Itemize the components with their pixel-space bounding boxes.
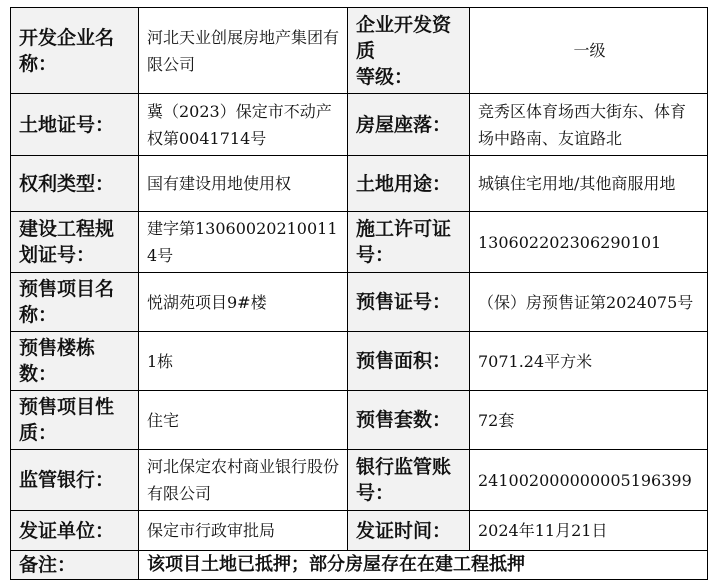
table-row	[11, 94, 708, 156]
presale-project-type-label: 预售项目性质：	[11, 391, 139, 450]
presale-project-type-value: 住宅	[139, 391, 348, 450]
developer-name-value: 河北天业创展房地产集团有限公司	[139, 8, 348, 94]
presale-building-count-label: 预售楼栋数：	[11, 332, 139, 391]
issuing-authority-value: 保定市行政审批局	[139, 511, 348, 551]
presale-unit-count-label: 预售套数：	[348, 391, 470, 450]
land-certificate-value: 冀（2023）保定市不动产权第0041714号	[139, 94, 348, 156]
presale-unit-count-value: 72套	[470, 391, 708, 450]
planning-permit-label: 建设工程规划证号：	[11, 212, 139, 273]
table-row	[11, 212, 708, 273]
supervising-bank-label: 监管银行：	[11, 450, 139, 511]
table-row	[11, 8, 708, 94]
table-row	[11, 332, 708, 391]
bank-account-value: 241002000000005196399	[470, 450, 708, 511]
planning-permit-value: 建字第130600202100114号	[139, 212, 348, 273]
right-type-label: 权利类型：	[11, 156, 139, 212]
table-row	[11, 450, 708, 511]
table-row	[11, 391, 708, 450]
table-row	[11, 511, 708, 551]
issue-date-value: 2024年11月21日	[470, 511, 708, 551]
issue-date-label: 发证时间：	[348, 511, 470, 551]
building-location-value: 竞秀区体育场西大街东、体育场中路南、友谊路北	[470, 94, 708, 156]
presale-area-value: 7071.24平方米	[470, 332, 708, 391]
developer-name-label: 开发企业名称：	[11, 8, 139, 94]
land-use-value: 城镇住宅用地/其他商服用地	[470, 156, 708, 212]
construction-permit-label: 施工许可证号：	[348, 212, 470, 273]
building-location-label: 房屋座落：	[348, 94, 470, 156]
presale-project-name-label: 预售项目名称：	[11, 273, 139, 332]
remarks-value: 该项目土地已抵押；部分房屋存在在建工程抵押	[139, 551, 708, 580]
table-row	[11, 156, 708, 212]
table-row	[11, 551, 708, 580]
bank-account-label: 银行监管账号：	[348, 450, 470, 511]
construction-permit-value: 130602202306290101	[470, 212, 708, 273]
supervising-bank-value: 河北保定农村商业银行股份有限公司	[139, 450, 348, 511]
presale-building-count-value: 1栋	[139, 332, 348, 391]
land-use-label: 土地用途：	[348, 156, 470, 212]
developer-qualification-label: 企业开发资质 等级：	[348, 8, 470, 94]
presale-certificate-label: 预售证号：	[348, 273, 470, 332]
remarks-label: 备注：	[11, 551, 139, 580]
land-certificate-label: 土地证号：	[11, 94, 139, 156]
developer-qualification-value: 一级	[470, 8, 708, 94]
presale-permit-table	[10, 7, 708, 580]
table-row	[11, 273, 708, 332]
presale-project-name-value: 悦湖苑项目9#楼	[139, 273, 348, 332]
presale-area-label: 预售面积：	[348, 332, 470, 391]
presale-certificate-value: （保）房预售证第2024075号	[470, 273, 708, 332]
right-type-value: 国有建设用地使用权	[139, 156, 348, 212]
issuing-authority-label: 发证单位：	[11, 511, 139, 551]
